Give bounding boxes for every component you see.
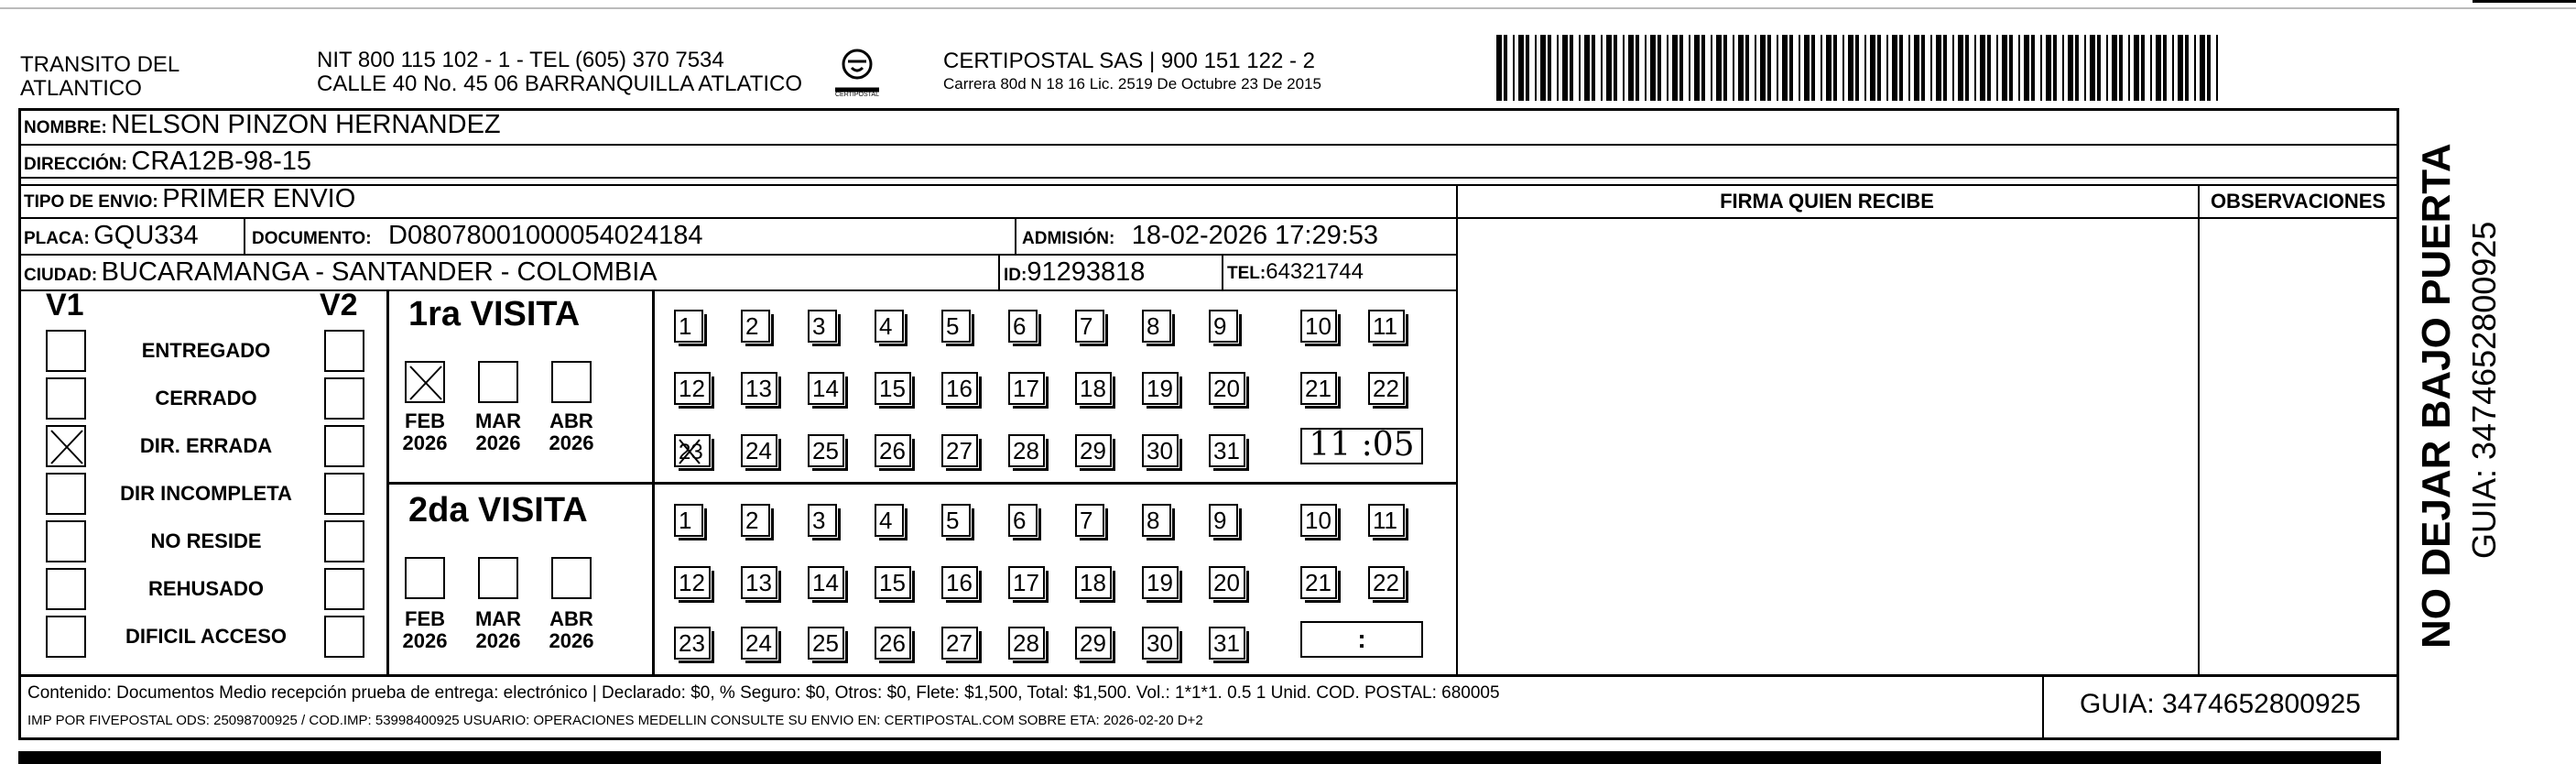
row-line	[18, 217, 1456, 219]
barcode-bar	[1623, 35, 1625, 101]
footer-guia: GUIA: 3474652800925	[2080, 689, 2361, 719]
row-line	[18, 144, 2399, 146]
first-visit-day-box[interactable]: 26	[875, 434, 911, 467]
month-label	[393, 608, 457, 652]
admision-label: ADMISIÓN:	[1022, 229, 1115, 248]
month-name: MAR	[474, 607, 522, 630]
first-visit-day-box[interactable]: 19	[1142, 372, 1179, 405]
second-visit-day-box[interactable]: 24	[741, 627, 777, 660]
v2-label: V2	[320, 288, 358, 322]
tel-field	[1227, 259, 1364, 285]
barcode-bar	[2112, 35, 2117, 101]
v1-label: V1	[46, 288, 84, 322]
top-edge-line	[0, 7, 2576, 9]
barcode-bar	[1804, 35, 1810, 101]
barcode-bar	[1980, 35, 1985, 101]
first-visit-day-box[interactable]: 17	[1008, 372, 1045, 405]
barcode-bar	[1821, 35, 1822, 101]
month-label	[539, 608, 603, 652]
tipo-row	[24, 184, 355, 214]
barcode-bar	[1864, 35, 1866, 101]
second-visit-day-box[interactable]: 11	[1368, 504, 1405, 537]
barcode-bar	[2150, 35, 2152, 101]
documento-value: D08078001000054024184	[388, 221, 703, 250]
barcode-bar	[1504, 35, 1507, 101]
barcode-bar	[2141, 35, 2145, 101]
second-visit-day-box[interactable]: 17	[1008, 566, 1045, 599]
barcode-bar	[1855, 35, 1859, 101]
tel-label: TEL:	[1227, 264, 1266, 283]
barcode-bar	[1557, 35, 1559, 101]
month-year: 2026	[475, 629, 521, 652]
documento-label: DOCUMENTO:	[252, 229, 372, 248]
month-year: 2026	[402, 629, 448, 652]
barcode-bar	[2097, 35, 2101, 101]
barcode-bar	[1767, 35, 1771, 101]
first-visit-day-box[interactable]: 27	[941, 434, 978, 467]
barcode-bar	[2163, 35, 2167, 101]
second-visit-day-box[interactable]: 8	[1142, 504, 1171, 537]
second-visit-day-box[interactable]: 18	[1075, 566, 1112, 599]
visit-divider	[386, 482, 1456, 485]
ciudad-value: BUCARAMANGA - SANTANDER - COLOMBIA	[101, 257, 658, 287]
barcode-bar	[2119, 35, 2123, 101]
nombre-label: NOMBRE:	[24, 118, 107, 137]
month-year: 2026	[549, 629, 594, 652]
barcode-bar	[1689, 35, 1690, 101]
month-label	[393, 410, 457, 454]
second-visit-day-box[interactable]: 25	[808, 627, 844, 660]
first-visit-day-box[interactable]: 29	[1075, 434, 1112, 467]
barcode-bar	[1958, 35, 1963, 101]
second-visit-day-box[interactable]: 26	[875, 627, 911, 660]
side-no-dejar: NO DEJAR BAJO PUERTA	[2414, 143, 2459, 649]
placa-field	[24, 221, 199, 251]
barcode-bar	[1518, 35, 1524, 101]
barcode-bar	[2053, 35, 2057, 101]
month-name: FEB	[405, 409, 445, 432]
second-visit-day-box[interactable]: 6	[1008, 504, 1038, 537]
admision-value: 18-02-2026 17:29:53	[1131, 221, 1379, 250]
barcode-bar	[1540, 35, 1546, 101]
barcode-bar	[1723, 35, 1727, 101]
barcode-bar	[1826, 35, 1831, 101]
barcode-bar	[1716, 35, 1722, 101]
barcode-bar	[2172, 35, 2174, 101]
first-visit-month-box[interactable]	[551, 361, 592, 403]
address-line: CALLE 40 No. 45 06 BARRANQUILLA ATLATICO	[317, 71, 803, 96]
barcode-bar	[1733, 35, 1734, 101]
logo-caption: CERTIPOSTAL	[835, 92, 879, 98]
barcode-bar	[1650, 35, 1656, 101]
barcode-bar	[1548, 35, 1551, 101]
barcode-bar	[1711, 35, 1712, 101]
barcode-bar	[2200, 35, 2205, 101]
month-name: MAR	[474, 409, 522, 432]
second-visit-day-box[interactable]: 23	[674, 627, 711, 660]
first-visit-day-box[interactable]: 2	[741, 310, 770, 343]
row-line	[18, 177, 2399, 179]
second-visit-day-box[interactable]: 10	[1300, 504, 1337, 537]
barcode-bar	[1535, 35, 1537, 101]
first-visit-day-box[interactable]: 4	[875, 310, 904, 343]
barcode-bar	[1679, 35, 1683, 101]
barcode-bar	[1877, 35, 1881, 101]
month-year: 2026	[475, 431, 521, 454]
barcode-bar	[2084, 35, 2086, 101]
direccion-value: CRA12B-98-15	[131, 147, 312, 176]
direccion-row	[24, 147, 311, 177]
barcode-bar	[1914, 35, 1919, 101]
first-visit-day-box[interactable]: 11	[1368, 310, 1405, 343]
status-label: REHUSADO	[148, 577, 264, 600]
first-visit-time[interactable]: 11 :05	[1300, 428, 1423, 464]
second-visit-day-box[interactable]: 30	[1142, 627, 1179, 660]
second-visit-month-box[interactable]	[551, 557, 592, 599]
second-visit-time[interactable]: :	[1300, 621, 1423, 658]
barcode-bar	[2046, 35, 2051, 101]
carrier-name: CERTIPOSTAL SAS | 900 151 122 - 2	[943, 49, 1315, 73]
documento-field	[252, 221, 703, 251]
barcode-bar	[1738, 35, 1744, 101]
second-visit-day-box[interactable]: 14	[808, 566, 844, 599]
barcode-bar	[1592, 35, 1595, 101]
second-visit-day-box[interactable]: 4	[875, 504, 904, 537]
second-visit-day-box[interactable]: 29	[1075, 627, 1112, 660]
cell-divider	[244, 217, 245, 254]
barcode-bar	[1921, 35, 1925, 101]
month-year: 2026	[549, 431, 594, 454]
nombre-value: NELSON PINZON HERNANDEZ	[111, 110, 501, 139]
barcode-bar	[2194, 35, 2196, 101]
second-visit-day-box[interactable]: 2	[741, 504, 770, 537]
barcode-bar	[1584, 35, 1590, 101]
barcode-bar	[1886, 35, 1888, 101]
barcode-bar	[1760, 35, 1766, 101]
status-label: NO RESIDE	[150, 529, 262, 552]
barcode-bar	[1672, 35, 1678, 101]
id-label: ID:	[1004, 266, 1027, 285]
status-label: DIR. ERRADA	[139, 434, 273, 457]
firma-signature-area[interactable]	[1458, 219, 2198, 674]
barcode-bar	[1833, 35, 1837, 101]
barcode-bar	[1496, 35, 1502, 101]
barcode-bar	[1974, 35, 1976, 101]
barcode-bar	[1513, 35, 1515, 101]
status-label: DIR INCOMPLETA	[120, 482, 292, 505]
barcode-bar	[1952, 35, 1954, 101]
barcode-bar	[1701, 35, 1705, 101]
id-value: 91293818	[1027, 257, 1146, 287]
barcode-bar	[1842, 35, 1844, 101]
barcode-bar	[2178, 35, 2183, 101]
status-label: ENTREGADO	[141, 339, 271, 362]
barcode-bar	[1777, 35, 1778, 101]
barcode-bar	[2024, 35, 2029, 101]
admision-field	[1022, 221, 1378, 251]
first-visit-day-box[interactable]: 9	[1209, 310, 1238, 343]
barcode	[1496, 35, 2225, 101]
barcode-bar	[1987, 35, 1991, 101]
second-visit-day-box[interactable]: 1	[674, 504, 703, 537]
barcode-bar	[1628, 35, 1634, 101]
barcode-bar	[2106, 35, 2108, 101]
barcode-bar	[2068, 35, 2073, 101]
first-visit-day-box[interactable]: 8	[1142, 310, 1171, 343]
month-label	[539, 410, 603, 454]
barcode-bar	[2009, 35, 2013, 101]
barcode-bar	[1965, 35, 1969, 101]
second-visit-day-box[interactable]: 21	[1300, 566, 1337, 599]
first-visit-day-box[interactable]: 13	[741, 372, 777, 405]
first-visit-day-box[interactable]: 1	[674, 310, 703, 343]
tipo-label: TIPO DE ENVIO:	[24, 192, 158, 212]
placa-value: GQU334	[93, 221, 199, 250]
firma-header: FIRMA QUIEN RECIBE	[1720, 190, 1934, 213]
barcode-bar	[2128, 35, 2130, 101]
barcode-bar	[1930, 35, 1932, 101]
barcode-bar	[2156, 35, 2161, 101]
direccion-label: DIRECCIÓN:	[24, 155, 127, 174]
second-visit-day-box[interactable]: 13	[741, 566, 777, 599]
second-visit-day-box[interactable]: 9	[1209, 504, 1238, 537]
barcode-bar	[1848, 35, 1853, 101]
footer-line-1: Contenido: Documentos Medio recepción prueba de entrega: electrónico | Declarado: $0, % Seguro: $0, Otros: $0, Flete: $1,500, Total: $1,500. Vol.: 1*1*1. 0.5 1 Unid. COD. POSTAL: 680005	[27, 683, 1500, 703]
first-visit-day-box[interactable]: 12	[674, 372, 711, 405]
tel-value: 64321744	[1266, 259, 1364, 284]
barcode-bar	[2002, 35, 2007, 101]
barcode-bar	[2031, 35, 2035, 101]
barcode-bar	[1870, 35, 1875, 101]
company-name: TRANSITO DEL ATLANTICO	[20, 52, 179, 101]
first-visit-day-box[interactable]: 15	[875, 372, 911, 405]
barcode-bar	[1789, 35, 1793, 101]
barcode-bar	[1908, 35, 1910, 101]
first-visit-day-box[interactable]: 25	[808, 434, 844, 467]
carrier-address: Carrera 80d N 18 16 Lic. 2519 De Octubre 23 De 2015	[943, 75, 1321, 93]
first-visit-month-box[interactable]	[478, 361, 518, 403]
barcode-bar	[1892, 35, 1897, 101]
barcode-bar	[1526, 35, 1529, 101]
barcode-bar	[1636, 35, 1639, 101]
second-visit-day-box[interactable]: 3	[808, 504, 837, 537]
first-visit-day-box[interactable]: 24	[741, 434, 777, 467]
barcode-bar	[2018, 35, 2020, 101]
observaciones-area[interactable]	[2200, 219, 2397, 674]
barcode-bar	[2134, 35, 2139, 101]
barcode-bar	[1579, 35, 1581, 101]
nombre-row	[24, 110, 501, 140]
first-visit-day-box[interactable]: 7	[1075, 310, 1104, 343]
second-visit-day-box[interactable]: 16	[941, 566, 978, 599]
first-visit-day-box[interactable]: 28	[1008, 434, 1045, 467]
barcode-bar	[1755, 35, 1756, 101]
barcode-bar	[1899, 35, 1903, 101]
first-visit-day-box[interactable]: 5	[941, 310, 971, 343]
first-visit-day-box[interactable]: 16	[941, 372, 978, 405]
id-field	[1004, 257, 1145, 288]
first-visit-day-box[interactable]: 10	[1300, 310, 1337, 343]
second-visit-day-box[interactable]: 20	[1209, 566, 1245, 599]
barcode-bar	[1782, 35, 1788, 101]
second-visit-title: 2da VISITA	[408, 491, 588, 529]
first-visit-day-box[interactable]: 20	[1209, 372, 1245, 405]
barcode-bar	[2207, 35, 2211, 101]
nit-line: NIT 800 115 102 - 1 - TEL (605) 370 7534	[317, 48, 724, 72]
cell-divider	[998, 254, 1000, 290]
barcode-bar	[1943, 35, 1947, 101]
barcode-bar	[2040, 35, 2042, 101]
month-label	[466, 410, 530, 454]
month-name: ABR	[549, 607, 593, 630]
first-visit-day-box[interactable]: 22	[1368, 372, 1405, 405]
frame-right	[2397, 108, 2399, 740]
second-visit-day-box[interactable]: 5	[941, 504, 971, 537]
second-visit-month-box[interactable]	[478, 557, 518, 599]
first-visit-month-box[interactable]	[405, 361, 445, 403]
barcode-bar	[1694, 35, 1700, 101]
cell-divider	[1015, 217, 1016, 254]
top-right-mark	[2473, 0, 2576, 3]
visit-month-divider	[652, 289, 655, 674]
status-label: DIFICIL ACCESO	[125, 625, 287, 648]
month-name: ABR	[549, 409, 593, 432]
second-visit-day-box[interactable]: 12	[674, 566, 711, 599]
frame-left	[18, 108, 21, 740]
row-line	[18, 254, 1456, 256]
first-visit-day-box[interactable]: 18	[1075, 372, 1112, 405]
barcode-bar	[1614, 35, 1617, 101]
barcode-bar	[1745, 35, 1749, 101]
barcode-bar	[1811, 35, 1815, 101]
second-visit-day-box[interactable]: 19	[1142, 566, 1179, 599]
month-label	[466, 608, 530, 652]
barcode-bar	[1799, 35, 1800, 101]
barcode-bar	[2090, 35, 2095, 101]
status-label: CERRADO	[155, 387, 257, 409]
barcode-bar	[2062, 35, 2064, 101]
barcode-bar	[1936, 35, 1941, 101]
side-guia: GUIA: 3474652800925	[2465, 221, 2503, 559]
ciudad-field	[24, 257, 658, 288]
second-visit-day-box[interactable]: 27	[941, 627, 978, 660]
second-visit-day-box[interactable]: 15	[875, 566, 911, 599]
barcode-bar	[1645, 35, 1647, 101]
first-visit-day-box[interactable]: 30	[1142, 434, 1179, 467]
first-visit-day-box[interactable]: 3	[808, 310, 837, 343]
first-visit-day-box[interactable]: 31	[1209, 434, 1245, 467]
first-visit-title: 1ra VISITA	[408, 295, 581, 333]
second-visit-day-box[interactable]: 22	[1368, 566, 1405, 599]
bottom-edge-band	[18, 751, 2381, 764]
day-number: 23	[679, 440, 703, 464]
barcode-bar	[2075, 35, 2079, 101]
cell-divider	[1222, 254, 1223, 290]
ciudad-label: CIUDAD:	[24, 266, 98, 285]
observaciones-header: OBSERVACIONES	[2210, 190, 2386, 213]
barcode-bar	[2216, 35, 2218, 101]
row-line	[18, 184, 2399, 186]
second-visit-day-box[interactable]: 28	[1008, 627, 1045, 660]
barcode-bar	[1658, 35, 1661, 101]
placa-label: PLACA:	[24, 229, 90, 248]
tipo-value: PRIMER ENVIO	[162, 184, 356, 213]
first-visit-day-box[interactable]	[674, 434, 711, 467]
barcode-bar	[2185, 35, 2189, 101]
barcode-bar	[1667, 35, 1668, 101]
second-visit-day-box[interactable]: 7	[1075, 504, 1104, 537]
first-visit-day-box[interactable]: 21	[1300, 372, 1337, 405]
row-line	[18, 289, 1456, 291]
month-name: FEB	[405, 607, 445, 630]
barcode-bar	[1562, 35, 1568, 101]
footer-line-2: IMP POR FIVEPOSTAL ODS: 25098700925 / COD.IMP: 53998400925 USUARIO: OPERACIONES MEDELLIN CONSULTE SU ENVIO EN: CERTIPOSTAL.COM SOBRE ETA: 2026-02-20 D+2	[27, 713, 1203, 728]
barcode-bar	[1606, 35, 1612, 101]
second-visit-day-box[interactable]: 31	[1209, 627, 1245, 660]
barcode-bar	[1601, 35, 1603, 101]
month-year: 2026	[402, 431, 448, 454]
first-visit-day-box[interactable]: 6	[1008, 310, 1038, 343]
barcode-bar	[1996, 35, 1998, 101]
first-visit-day-box[interactable]: 14	[808, 372, 844, 405]
barcode-bar	[1570, 35, 1573, 101]
second-visit-month-box[interactable]	[405, 557, 445, 599]
